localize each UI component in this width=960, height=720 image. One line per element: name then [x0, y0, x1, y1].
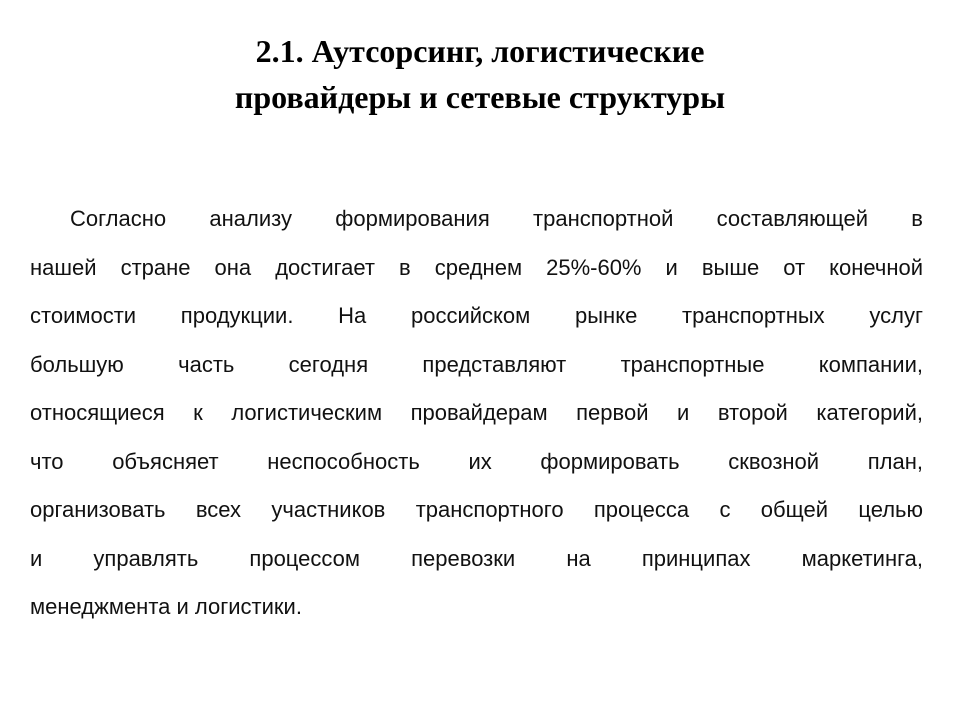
paragraph-line: нашей стране она достигает в среднем 25%-60% и выше от конечной [30, 254, 923, 280]
paragraph-line: стоимости продукции. На российском рынке транспортных услуг [30, 303, 923, 328]
paragraph-line: Согласно анализу формирования транспортной составляющей в [70, 206, 923, 231]
paragraph-line: организовать всех участников транспортного процесса с общей целью [30, 497, 923, 522]
body-paragraph [30, 195, 923, 632]
paragraph-line: большую часть сегодня представляют транспортные компании, [30, 351, 923, 377]
slide-title [60, 28, 900, 120]
paragraph-line: что объясняет неспособность их формировать сквозной план, [30, 448, 923, 474]
paragraph-line: и управлять процессом перевозки на принципах маркетинга, [30, 545, 923, 571]
paragraph-line: относящиеся к логистическим провайдерам первой и второй категорий, [30, 400, 923, 425]
slide-title-line-1: 2.1. Аутсорсинг, логистические [255, 33, 705, 69]
paragraph-line: менеджмента и логистики. [30, 594, 302, 619]
slide-title-line-2: провайдеры и сетевые структуры [234, 79, 726, 115]
